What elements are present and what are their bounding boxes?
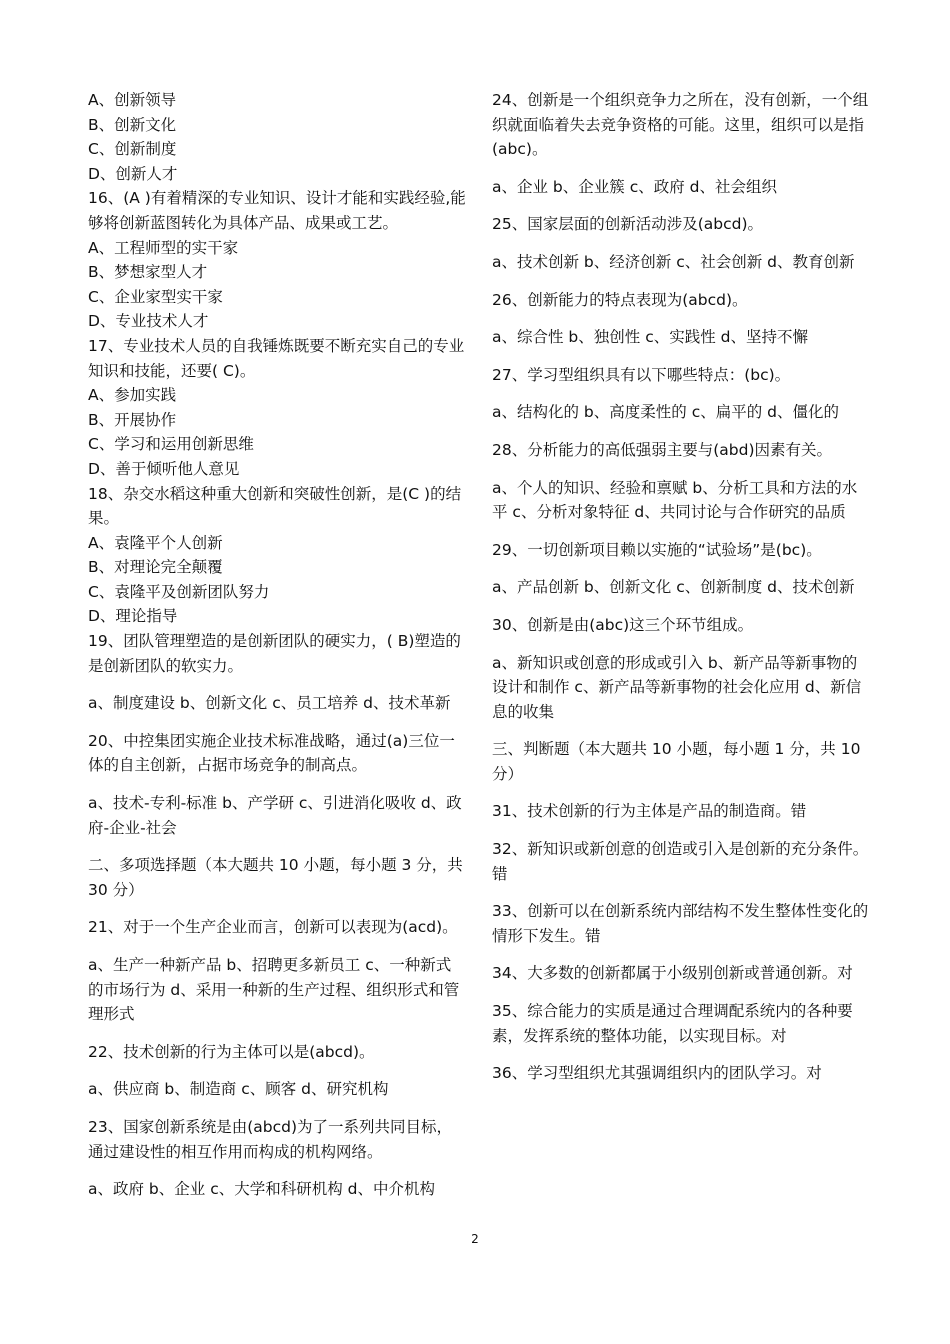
question-17: 17、专业技术人员的自我锤炼既要不断充实自己的专业知识和技能，还要( C)。 [88, 336, 465, 380]
question-32: 32、新知识或新创意的创造或引入是创新的充分条件。错 [492, 840, 869, 883]
options-27: a、结构化的 b、高度柔性的 c、扁平的 d、僵化的 [492, 403, 839, 422]
options-30: a、新知识或创意的形成或引入 b、新产品等新事物的设计和制作 c、新产品等新事物的社会化应用 d、新信息的收集 [492, 653, 862, 721]
question-16: 16、(A )有着精深的专业知识、设计才能和实践经验,能够将创新蓝图转化为具体产品、成果或工艺。 [88, 189, 466, 232]
section-heading-true-false: 三、判断题（本大题共 10 小题，每小题 1 分，共 10 分） [492, 740, 861, 783]
right-column [492, 88, 870, 1086]
left-column [88, 88, 466, 1202]
options-21: a、生产一种新产品 b、招聘更多新员工 c、一种新式的市场行为 d、采用一种新的生产过程、组织形式和管理形式 [88, 956, 460, 1024]
question-30: 30、创新是由(abc)这三个环节组成。 [492, 615, 754, 634]
question-25: 25、国家层面的创新活动涉及(abcd)。 [492, 215, 764, 234]
question-21: 21、对于一个生产企业而言，创新可以表现为(acd)。 [88, 918, 458, 937]
options-26: a、综合性 b、独创性 c、实践性 d、坚持不懈 [492, 328, 808, 347]
option-a: A、袁隆平个人创新 [88, 533, 223, 552]
page-number: 2 [471, 1232, 479, 1246]
option-d: D、善于倾听他人意见 [88, 459, 240, 478]
option-d: D、理论指导 [88, 607, 178, 626]
options-28: a、个人的知识、经验和禀赋 b、分析工具和方法的水平 c、分析对象特征 d、共同讨论与合作研究的品质 [492, 478, 858, 522]
question-19: 19、团队管理塑造的是创新团队的硬实力，( B)塑造的是创新团队的软实力。 [88, 632, 461, 675]
option-c: C、创新制度 [88, 140, 177, 159]
option-d: D、专业技术人才 [88, 312, 209, 331]
question-36: 36、学习型组织尤其强调组织内的团队学习。对 [492, 1064, 822, 1083]
question-28: 28、分析能力的高低强弱主要与(abd)因素有关。 [492, 440, 832, 459]
options-24: a、企业 b、企业簇 c、政府 d、社会组织 [492, 177, 777, 196]
option-d: D、创新人才 [88, 164, 178, 183]
option-b: B、创新文化 [88, 115, 177, 134]
question-29: 29、一切创新项目赖以实施的“试验场”是(bc)。 [492, 540, 822, 559]
option-b: B、开展协作 [88, 410, 177, 429]
question-23: 23、国家创新系统是由(abcd)为了一系列共同目标，通过建设性的相互作用而构成的机构网络。 [88, 1117, 453, 1161]
options-25: a、技术创新 b、经济创新 c、社会创新 d、教育创新 [492, 252, 855, 271]
options-20: a、技术-专利-标准 b、产学研 c、引进消化吸收 d、政府-企业-社会 [88, 794, 462, 837]
option-b: B、梦想家型人才 [88, 263, 208, 282]
option-c: C、学习和运用创新思维 [88, 435, 254, 454]
option-b: B、对理论完全颠覆 [88, 558, 223, 577]
section-heading-multiple-choice: 二、多项选择题（本大题共 10 小题，每小题 3 分，共 30 分） [88, 856, 463, 899]
option-a: A、参加实践 [88, 386, 177, 405]
question-26: 26、创新能力的特点表现为(abcd)。 [492, 290, 748, 309]
question-34: 34、大多数的创新都属于小级别创新或普通创新。对 [492, 964, 853, 983]
options-22: a、供应商 b、制造商 c、顾客 d、研究机构 [88, 1080, 389, 1099]
option-c: C、袁隆平及创新团队努力 [88, 582, 270, 601]
question-33: 33、创新可以在创新系统内部结构不发生整体性变化的情形下发生。错 [492, 902, 869, 945]
options-29: a、产品创新 b、创新文化 c、创新制度 d、技术创新 [492, 578, 855, 597]
options-19: a、制度建设 b、创新文化 c、员工培养 d、技术革新 [88, 694, 451, 713]
question-35: 35、综合能力的实质是通过合理调配系统内的各种要素，发挥系统的整体功能，以实现目标。对 [492, 1002, 853, 1045]
question-18: 18、杂交水稻这种重大创新和突破性创新，是(C )的结果。 [88, 484, 462, 528]
question-22: 22、技术创新的行为主体可以是(abcd)。 [88, 1042, 375, 1061]
question-31: 31、技术创新的行为主体是产品的制造商。错 [492, 802, 807, 821]
question-24: 24、创新是一个组织竞争力之所在，没有创新，一个组织就面临着失去竞争资格的可能。这里，组织可以是指(abc)。 [492, 91, 869, 159]
option-a: A、工程师型的实干家 [88, 238, 239, 257]
options-23: a、政府 b、企业 c、大学和科研机构 d、中介机构 [88, 1180, 435, 1199]
option-a: A、创新领导 [88, 91, 177, 109]
option-c: C、企业家型实干家 [88, 287, 223, 306]
question-27: 27、学习型组织具有以下哪些特点：(bc)。 [492, 365, 791, 384]
question-20: 20、中控集团实施企业技术标准战略，通过(a)三位一体的自主创新，占据市场竞争的制高点。 [88, 731, 455, 775]
